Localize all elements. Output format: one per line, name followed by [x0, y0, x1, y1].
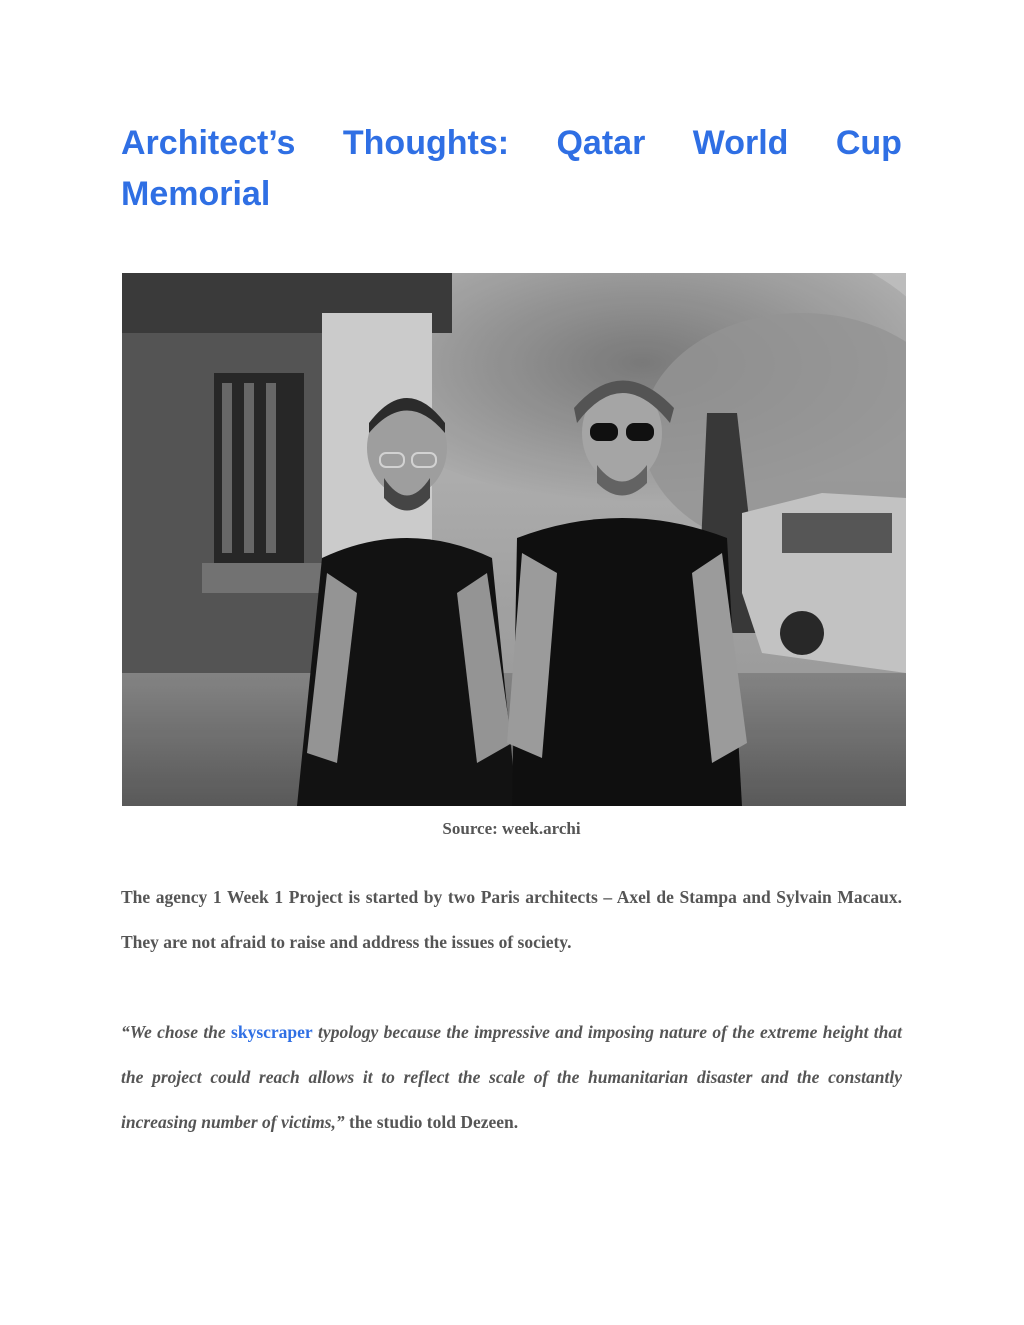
- page-title: [121, 118, 902, 220]
- quote-text-end: typology because the impressive and imposing nature of the extreme height that the project could reach allows it to reflect the scale of the humanitarian disaster and the constantly increasing number of victims,”: [121, 1022, 902, 1132]
- intro-paragraph: The agency 1 Week 1 Project is started by two Paris architects – Axel de Stampa and Sylvain Macaux. They are not afraid to raise and address the issues of society.: [121, 887, 902, 952]
- architects-photo: [122, 273, 906, 806]
- skyscraper-link[interactable]: skyscraper: [231, 1022, 313, 1042]
- title-word: World: [692, 124, 789, 162]
- title-line-1: [121, 118, 902, 169]
- quote-paragraph: [121, 1010, 902, 1145]
- title-word: Thoughts:: [342, 124, 510, 162]
- title-line-2: Memorial: [121, 175, 271, 213]
- photo-caption: Source: week.archi: [442, 819, 581, 838]
- quote-attribution: the studio told Dezeen.: [344, 1112, 519, 1132]
- title-word: Qatar: [556, 124, 646, 162]
- quote-text-start: “We chose the: [121, 1022, 232, 1042]
- title-word: Architect’s: [121, 124, 296, 162]
- title-word: Cup: [835, 124, 902, 162]
